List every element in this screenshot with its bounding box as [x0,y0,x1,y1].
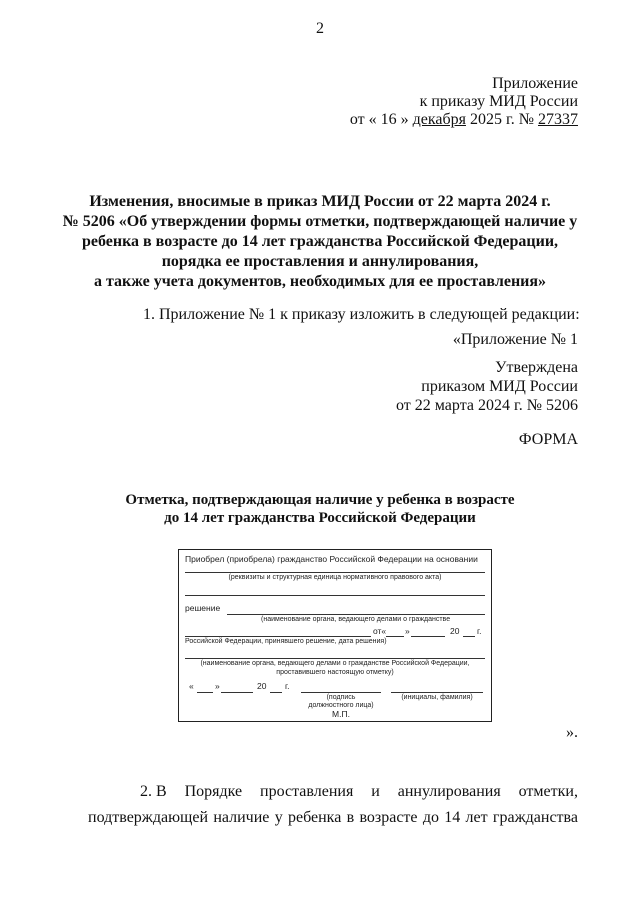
forma-label: ФОРМА [518,431,578,448]
point-2-word: аннулирования [397,783,501,800]
page-number: 2 [316,20,324,37]
approved-line1: Утверждена [495,359,578,376]
caption-organ3-line2: проставившего настоящую отметку) [276,669,394,676]
caption-sign-line2: должностного лица) [308,702,374,709]
date-year-no: 2025 г. № [469,111,534,128]
year2-prefix: 20 [257,681,267,691]
date-month: декабря [412,111,466,128]
year-prefix: 20 [450,626,460,636]
form-rule [197,692,213,693]
form-rule [411,636,445,637]
caption-organ3-line1: (наименование органа, ведающего делами о гражданстве Российской Федерации, [200,660,470,667]
approved-line3: от 22 марта 2024 г. № 5206 [396,397,578,414]
date-open: « [189,681,194,691]
order-number: 27337 [538,111,578,128]
form-rule [185,636,371,637]
form-rule [221,692,253,693]
form-rule [227,614,485,615]
caption-sign-line1: (подпись [326,694,356,701]
point-2-word: отметки, [518,783,578,800]
appendix-header-line2: к приказу МИД России [419,93,578,110]
form-rule [270,692,282,693]
year2-suffix: г. [285,681,290,691]
title-line4: порядка ее проставления и аннулирования, [161,253,479,270]
name-line [391,692,483,693]
signature-line [301,692,381,693]
caption-organ: (наименование органа, ведающего делами о гражданстве [261,616,451,623]
caption-name: (инициалы, фамилия) [401,694,473,701]
decision-label: решение [185,603,221,613]
form-rule [185,572,485,573]
title-line2: № 5206 «Об утверждении формы отметки, подтверждающей наличие у [62,213,578,230]
point-2-line1 [140,783,578,801]
closing-quote: ». [566,724,578,741]
quote-close: » [405,626,410,636]
caption-act: (реквизиты и структурная единица нормативного правового акта) [228,574,442,581]
date-prefix: от « 16 » [349,111,409,128]
point-1: 1. Приложение № 1 к приказу изложить в следующей редакции: [143,306,580,323]
title-line3: ребенка в возрасте до 14 лет гражданства Российской Федерации, [81,233,559,250]
mark-form-box [178,549,492,722]
point-2-word: 2. В [140,783,167,800]
form-title-line1: Отметка, подтверждающая наличие у ребенка в возрасте [125,492,515,508]
approved-line2: приказом МИД России [421,378,578,395]
point-2-word: проставления [260,783,354,800]
stamp-label: М.П. [332,709,350,719]
appendix-header-line1: Приложение [492,75,578,92]
form-rule [386,636,404,637]
form-title-line2: до 14 лет гражданства Российской Федерации [164,510,476,526]
point-2-word: и [371,783,380,800]
form-rule [185,658,485,659]
title-line5: а также учета документов, необходимых для ее проставления» [93,273,547,290]
title-line1: Изменения, вносимые в приказ МИД России от 22 марта 2024 г. [89,193,551,210]
caption-organ2: Российской Федерации, принявшего решение, дата решения) [185,638,387,645]
year-suffix: г. [477,626,482,636]
appendix-header-date [350,111,578,129]
form-line1: Приобрел (приобрела) гражданство Российской Федерации на основании [185,554,478,564]
point-2-line2: подтверждающей наличие у ребенка в возрасте до 14 лет гражданства [88,809,578,826]
appendix1-label: «Приложение № 1 [452,331,578,348]
from-label: от« [373,626,387,636]
point-2-word: Порядке [184,783,243,800]
date-close: » [215,681,220,691]
form-rule [185,595,485,596]
form-rule [463,636,475,637]
